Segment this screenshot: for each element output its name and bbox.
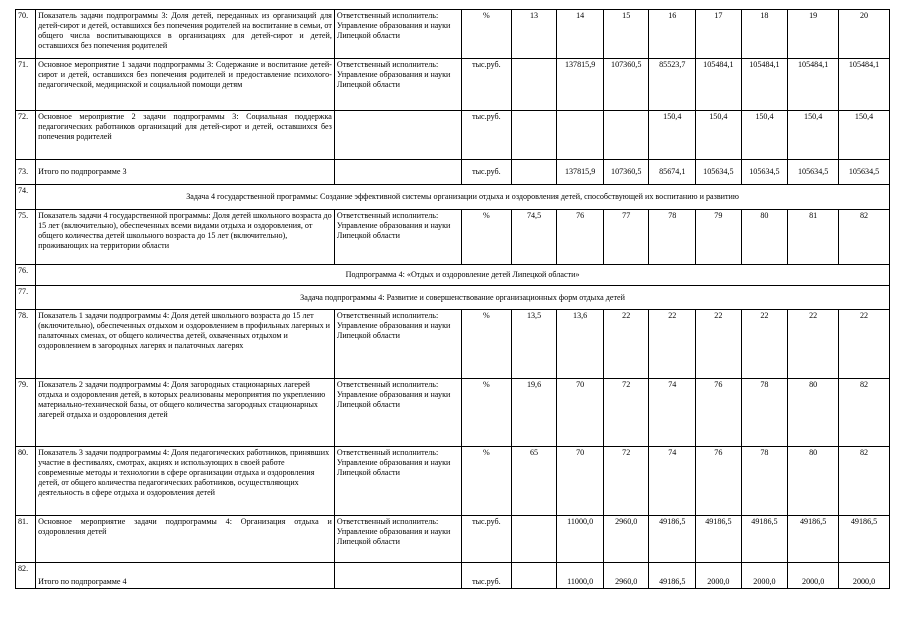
responsible-executor: Ответственный исполнитель: Управление образования и науки Липецкой области [334,10,461,59]
value-cell [603,111,649,160]
value-cell: 105634,5 [788,160,839,185]
value-cell: 137815,9 [557,59,604,111]
table-row [16,563,890,589]
row-number: 79. [16,379,36,447]
value-cell: 13,5 [511,310,557,379]
row-number: 76. [16,265,36,286]
value-cell: 78 [649,210,696,265]
row-description: Показатель задачи подпрограммы 3: Доля детей, переданных из организаций для детей-сирот и детей, оставшихся без попечения родителей на воспитание в семьи, от общего числа воспитывающихся в организациях для детей-сирот и детей, оставшихся без попечения родителей [36,10,335,59]
value-cell: 70 [557,379,604,447]
value-cell: 13,6 [557,310,604,379]
section-title: Задача 4 государственной программы: Создание эффективной системы организации отдыха и оздоровления детей, способствующей их воспитанию и развитию [36,185,890,210]
value-cell: 74 [649,447,696,516]
value-cell: 82 [839,210,890,265]
value-cell: 11000,0 [557,563,604,589]
row-number: 82. [16,563,36,589]
value-cell: 105634,5 [839,160,890,185]
value-cell: 18 [741,10,788,59]
row-number: 78. [16,310,36,379]
value-cell: 107360,5 [603,59,649,111]
unit-cell: тыс.руб. [461,563,511,589]
value-cell: 19,6 [511,379,557,447]
table-row [16,286,890,310]
value-cell: 150,4 [839,111,890,160]
value-cell: 2000,0 [788,563,839,589]
row-number: 81. [16,516,36,563]
table-row [16,310,890,379]
value-cell: 150,4 [696,111,742,160]
value-cell: 107360,5 [603,160,649,185]
value-cell: 22 [603,310,649,379]
value-cell [511,563,557,589]
row-description: Основное мероприятие задачи подпрограммы 4: Организация отдыха и оздоровления детей [36,516,335,563]
row-number: 73. [16,160,36,185]
value-cell: 82 [839,447,890,516]
responsible-executor [334,563,461,589]
value-cell: 74 [649,379,696,447]
value-cell: 78 [741,379,788,447]
value-cell: 16 [649,10,696,59]
section-title: Подпрограмма 4: «Отдых и оздоровление детей Липецкой области» [36,265,890,286]
value-cell: 72 [603,379,649,447]
value-cell: 72 [603,447,649,516]
table-row [16,516,890,563]
responsible-executor: Ответственный исполнитель: Управление образования и науки Липецкой области [334,447,461,516]
value-cell: 81 [788,210,839,265]
value-cell: 76 [696,379,742,447]
value-cell: 105484,1 [839,59,890,111]
row-description: Показатель 3 задачи подпрограммы 4: Доля педагогических работников, принявших участие в фестивалях, смотрах, акциях и использующих в своей работе современные методы и технологии в сфере организации отдыха и оздоровления детей, от общего количества педагогических работников, осуществляющих деятельность в сфере отдыха и оздоровления детей [36,447,335,516]
value-cell: 22 [696,310,742,379]
responsible-executor: Ответственный исполнитель: Управление образования и науки Липецкой области [334,310,461,379]
value-cell: 105484,1 [696,59,742,111]
value-cell: 2960,0 [603,516,649,563]
value-cell: 150,4 [788,111,839,160]
table-row [16,185,890,210]
row-number: 77. [16,286,36,310]
value-cell: 82 [839,379,890,447]
value-cell: 105634,5 [741,160,788,185]
unit-cell: тыс.руб. [461,160,511,185]
value-cell: 2000,0 [696,563,742,589]
table-row [16,111,890,160]
value-cell: 76 [696,447,742,516]
value-cell: 79 [696,210,742,265]
row-description: Основное мероприятие 1 задачи подпрограммы 3: Содержание и воспитание детей-сирот и детей, оставшихся без попечения родителей и предоставление психолого-педагогической, медицинской и социальной помощи детям [36,59,335,111]
row-number: 80. [16,447,36,516]
row-description: Итого по подпрограмме 3 [36,160,335,185]
value-cell: 80 [741,210,788,265]
value-cell: 85523,7 [649,59,696,111]
value-cell: 22 [839,310,890,379]
responsible-executor: Ответственный исполнитель: Управление образования и науки Липецкой области [334,210,461,265]
row-description: Итого по подпрограмме 4 [36,563,335,589]
value-cell: 150,4 [741,111,788,160]
value-cell: 22 [649,310,696,379]
value-cell: 49186,5 [649,563,696,589]
value-cell: 20 [839,10,890,59]
table-row [16,160,890,185]
value-cell: 19 [788,10,839,59]
unit-cell: % [461,10,511,59]
value-cell: 49186,5 [741,516,788,563]
row-description: Показатель задачи 4 государственной программы: Доля детей школьного возраста до 15 лет (включительно), обеспеченных всеми видами отдыха и оздоровления, от общего количества детей школьного возраста до 15 лет (включительно), проживающих на территории области [36,210,335,265]
responsible-executor [334,160,461,185]
value-cell: 49186,5 [649,516,696,563]
value-cell [557,111,604,160]
value-cell: 80 [788,447,839,516]
table-row [16,210,890,265]
table-row [16,10,890,59]
value-cell: 2000,0 [839,563,890,589]
unit-cell: % [461,379,511,447]
value-cell: 17 [696,10,742,59]
value-cell: 49186,5 [696,516,742,563]
value-cell: 74,5 [511,210,557,265]
responsible-executor: Ответственный исполнитель: Управление образования и науки Липецкой области [334,516,461,563]
value-cell: 105484,1 [788,59,839,111]
value-cell: 2960,0 [603,563,649,589]
value-cell [511,59,557,111]
value-cell: 137815,9 [557,160,604,185]
row-number: 71. [16,59,36,111]
row-description: Показатель 1 задачи подпрограммы 4: Доля детей школьного возраста до 15 лет (включительно), обеспеченных отдыхом и оздоровлением в профильных лагерных и палаточных сменах, от общего количества детей, охваченных отдыхом и оздоровлением в загородных лагерях и палаточных лагерях [36,310,335,379]
value-cell: 70 [557,447,604,516]
unit-cell: % [461,447,511,516]
value-cell: 13 [511,10,557,59]
value-cell: 78 [741,447,788,516]
value-cell: 105634,5 [696,160,742,185]
table-row [16,447,890,516]
unit-cell: тыс.руб. [461,59,511,111]
indicators-table [15,9,890,589]
value-cell: 49186,5 [839,516,890,563]
value-cell: 80 [788,379,839,447]
value-cell: 15 [603,10,649,59]
unit-cell: тыс.руб. [461,516,511,563]
value-cell: 150,4 [649,111,696,160]
row-number: 72. [16,111,36,160]
row-number: 75. [16,210,36,265]
value-cell: 65 [511,447,557,516]
row-description: Показатель 2 задачи подпрограммы 4: Доля загородных стационарных лагерей отдыха и оздоровления детей, в которых реализованы мероприятия по укреплению материально-технической базы, от общего количества загородных стационарных лагерей отдыха и оздоровления детей [36,379,335,447]
value-cell [511,111,557,160]
responsible-executor: Ответственный исполнитель: Управление образования и науки Липецкой области [334,59,461,111]
value-cell: 11000,0 [557,516,604,563]
value-cell: 49186,5 [788,516,839,563]
responsible-executor [334,111,461,160]
unit-cell: % [461,310,511,379]
value-cell: 22 [741,310,788,379]
unit-cell: тыс.руб. [461,111,511,160]
table-row [16,59,890,111]
unit-cell: % [461,210,511,265]
value-cell: 2000,0 [741,563,788,589]
value-cell: 77 [603,210,649,265]
row-number: 74. [16,185,36,210]
row-number: 70. [16,10,36,59]
value-cell: 105484,1 [741,59,788,111]
value-cell: 14 [557,10,604,59]
value-cell: 85674,1 [649,160,696,185]
responsible-executor: Ответственный исполнитель: Управление образования и науки Липецкой области [334,379,461,447]
value-cell: 76 [557,210,604,265]
section-title: Задача подпрограммы 4: Развитие и совершенствование организационных форм отдыха детей [36,286,890,310]
table-row [16,265,890,286]
value-cell [511,516,557,563]
row-description: Основное мероприятие 2 задачи подпрограммы 3: Социальная поддержка педагогических работников организаций для детей-сирот и детей, оставшихся без попечения родителей [36,111,335,160]
value-cell: 22 [788,310,839,379]
value-cell [511,160,557,185]
table-row [16,379,890,447]
